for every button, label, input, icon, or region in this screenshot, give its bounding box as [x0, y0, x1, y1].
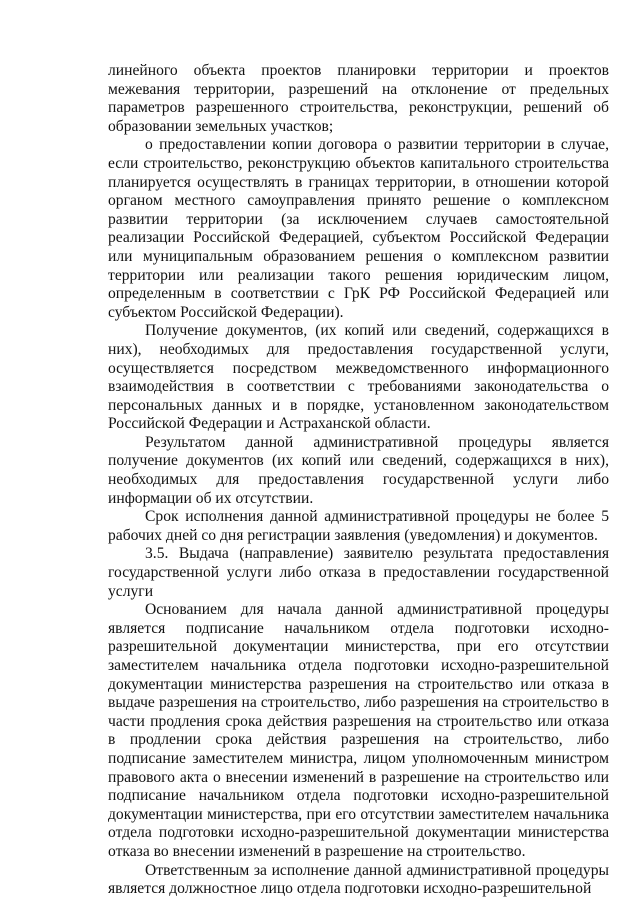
paragraph-responsible-person: Ответственным за исполнение данной административной процедуры является должностное лицо отдела подготовки исходно-разрешительной	[108, 861, 609, 898]
paragraph-procedure-result: Результатом данной административной процедуры является получение документов (их копий или сведений, содержащихся в них), необходимых для предоставления государственной услуги либо информации об их отсутствии.	[108, 433, 609, 507]
document-body	[108, 62, 609, 899]
section-heading-3-5: 3.5. Выдача (направление) заявителю результата предоставления государственной услуги либо отказа в предоставлении государственной услуги	[108, 545, 609, 600]
paragraph-documents-receipt: Получение документов, (их копий или сведений, содержащихся в них), необходимых для предоставления государственной услуги, осуществляется посредством межведомственного информационного взаимодействия в соответствии с требованиями законодательства о персональных данных и в порядке, установленном законодательством Российской Федерации и Астраханской области.	[108, 322, 609, 433]
paragraph-continuation: линейного объекта проектов планировки территории и проектов межевания территории, разрешений на отклонение от предельных параметров разрешенного строительства, реконструкции, решений об образовании земельных участков;	[108, 62, 609, 135]
paragraph-contract-copy: о предоставлении копии договора о развитии территории в случае, если строительство, реконструкцию объектов капитального строительства планируется осуществлять в границах территории, в отношении которой органом местного самоуправления принято решение о комплексном развитии территории (за исключением случаев самостоятельной реализации Российской Федерацией, субъектом Российской Федерации или муниципальным образованием решения о комплексном развитии территории или реализации такого решения юридическим лицом, определенным в соответствии с ГрК РФ Российской Федерацией или субъектом Российской Федерации).	[108, 136, 609, 321]
paragraph-procedure-basis: Основанием для начала данной административной процедуры является подписание начальником отдела подготовки исходно-разрешительной документации министерства, при его отсутствии заместителем начальника отдела подготовки исходно-разрешительной документации министерства разрешения на строительство или отказа в выдаче разрешения на строительство, либо разрешения на строительство в части продления срока действия разрешения на строительство или отказа в продлении срока действия разрешения на строительство, либо подписание заместителем министра, лицом уполномоченным министром правового акта о внесении изменений в разрешение на строительство или подписание начальником отдела подготовки исходно-разрешительной документации министерства, при его отсутствии заместителем начальника отдела подготовки исходно-разрешительной документации министерства отказа во внесении изменений в разрешение на строительство.	[108, 601, 609, 860]
paragraph-procedure-term: Срок исполнения данной административной процедуры не более 5 рабочих дней со дня регистрации заявления (уведомления) и документов.	[108, 508, 609, 544]
